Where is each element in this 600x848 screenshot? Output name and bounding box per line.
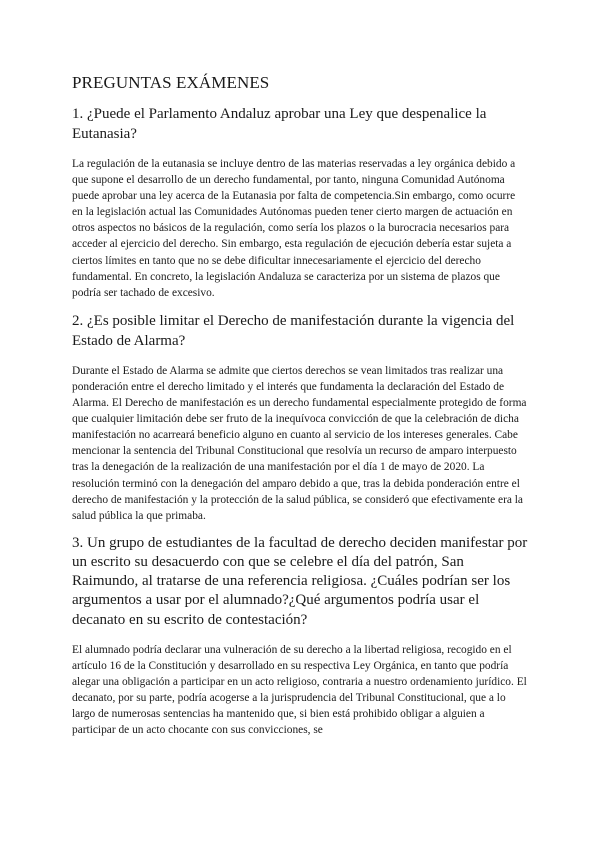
question-block-1	[72, 104, 528, 301]
question-block-3	[72, 534, 528, 739]
question-heading-2: 2. ¿Es posible limitar el Derecho de manifestación durante la vigencia del Estado de Alarma?	[72, 312, 515, 349]
answer-paragraph-1: La regulación de la eutanasia se incluye dentro de las materias reservadas a ley orgánica debido a que supone el desarrollo de un derecho fundamental, por tanto, ninguna Comunidad Autónoma puede aprobar una ley acerca de la Eutanasia por falta de competencia.Sin embargo, como ocurre en la legislación actual las Comunidades Autónomas pueden tener cierto margen de actuación en otros aspectos no básicos de la regulación, como sería los plazos o la burocracia necesarios para acceder al ejercicio del derecho. Sin embargo, esta regulación de ejecución debería estar sujeta a ciertos límites en tanto que no se debe dificultar innecesariamente el ejercicio del derecho fundamental. En concreto, la legislación Andaluza se caracteriza por un sistema de plazos que podría ser tachado de excesivo.	[72, 158, 516, 299]
question-heading-3: 3. Un grupo de estudiantes de la facultad de derecho deciden manifestar por un escrito su desacuerdo con que se celebre el día del patrón, San Raimundo, al tratarse de una referencia religiosa. ¿Cuáles podrían ser los argumentos a usar por el alumnado?¿Qué argumentos podría usar el decanato en su escrito de contestación?	[72, 534, 528, 628]
question-heading-1: 1. ¿Puede el Parlamento Andaluz aprobar una Ley que despenalice la Eutanasia?	[72, 106, 487, 142]
answer-paragraph-2: Durante el Estado de Alarma se admite que ciertos derechos se vean limitados tras realizar una ponderación entre el derecho limitado y el interés que fundamenta la declaración del Estado de Alarma. El Derecho de manifestación es un derecho fundamental especialmente protegido de forma que cualquier limitación debe ser fruto de la inequívoca convicción de que la celebración de dicha manifestación no acarreará beneficio alguno en cuanto al servicio de los intereses generales. Cabe mencionar la sentencia del Tribunal Constitucional que resolvía un recurso de amparo interpuesto tras la denegación de la realización de una manifestación por el día 1 de mayo de 2020. La resolución terminó con la denegación del amparo debido a que, tras la debida ponderación entre el derecho de manifestación y la protección de la salud pública, se consideró que efectivamente era la salud pública la que primaba.	[72, 364, 527, 522]
answer-paragraph-3: El alumnado podría declarar una vulneración de su derecho a la libertad religiosa, recogido en el artículo 16 de la Constitución y desarrollado en su respectiva Ley Orgánica, en tanto que podría alegar una obligación a participar en un acto religioso, contraria a nuestro ordenamiento jurídico. El decanato, por su parte, podría acogerse a la jurisprudencia del Tribunal Constitucional, que a lo largo de numerosas sentencias ha mantenido que, si bien está prohibido obligar a alguien a participar de un acto chocante con sus convicciones, se	[72, 643, 527, 737]
question-block-2	[72, 311, 528, 524]
document-page	[72, 72, 528, 748]
document-title: PREGUNTAS EXÁMENES	[72, 73, 270, 92]
